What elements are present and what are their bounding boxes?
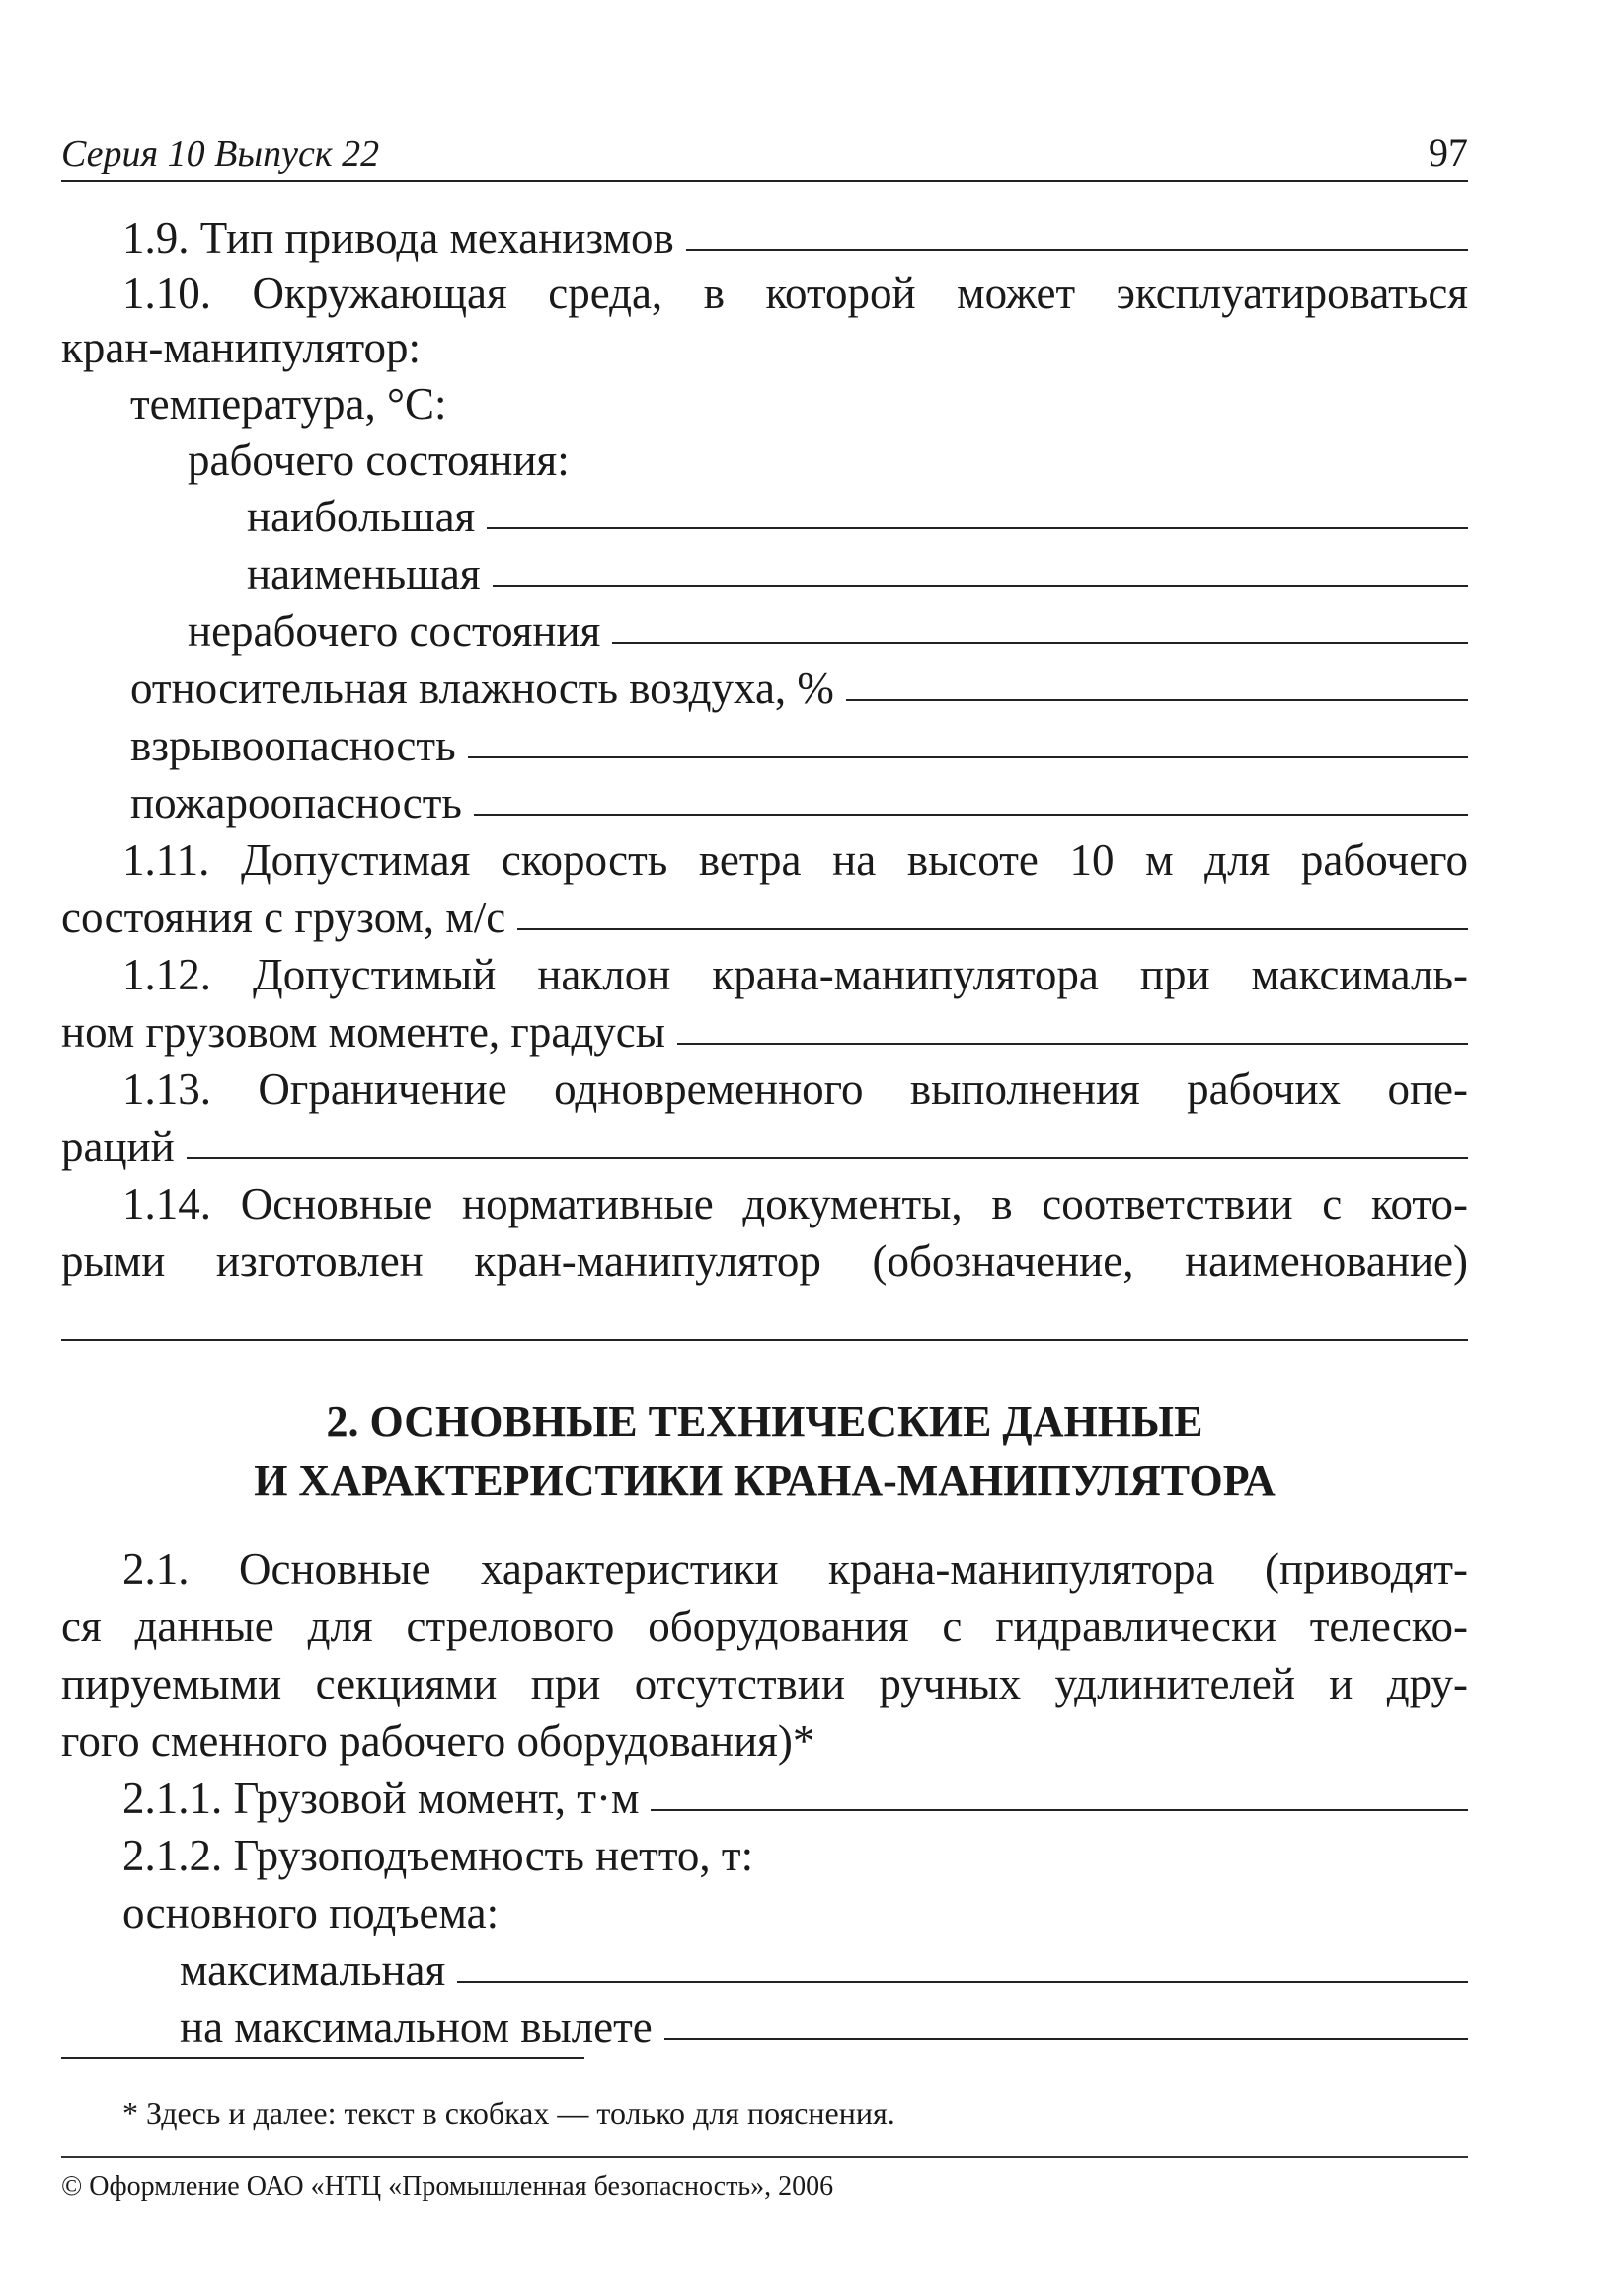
paragraph-line: 2.1. Основные характеристики крана-манипулятора (приводят- xyxy=(122,1544,1468,1594)
series-label: Серия 10 Выпуск 22 xyxy=(61,133,380,175)
blank-line xyxy=(187,1118,1468,1159)
bottom-rule xyxy=(61,2156,1468,2158)
blank-line xyxy=(493,545,1468,587)
footnote: * Здесь и далее: текст в скобках — только для пояснения. xyxy=(122,2095,895,2131)
blank-line xyxy=(517,889,1468,930)
section-heading: 2. ОСНОВНЫЕ ТЕХНИЧЕСКИЕ ДАННЫЕ И ХАРАКТЕРИСТИКИ КРАНА-МАНИПУЛЯТОРА xyxy=(254,1397,1276,1505)
field-humidity: относительная влажность воздуха, % xyxy=(61,660,1468,717)
blank-line xyxy=(487,488,1468,529)
field-simultaneous-ops: раций xyxy=(61,1118,1468,1175)
blank-line xyxy=(61,1339,1468,1341)
field-drive-type: 1.9. Тип привода механизмов xyxy=(61,209,1468,267)
field-nonworking-state: нерабочего состояния xyxy=(61,602,1468,660)
field-tilt: ном грузовом моменте, градусы xyxy=(61,1003,1468,1061)
label-main-lift: основного подъема: xyxy=(122,1888,500,1937)
paragraph-line: 1.12. Допустимый наклон крана-манипулятора при максималь- xyxy=(122,950,1468,999)
running-header xyxy=(61,120,1468,182)
field-temp-min: наименьшая xyxy=(61,545,1468,602)
label-working-state: рабочего состояния: xyxy=(188,435,570,485)
paragraph-line: 1.10. Окружающая среда, в которой может эксплуатироваться xyxy=(122,269,1468,318)
page-number: 97 xyxy=(1429,130,1468,175)
blank-line xyxy=(651,1770,1468,1811)
blank-line xyxy=(457,1941,1468,1983)
label-temperature: температура, °С: xyxy=(130,379,447,429)
field-wind-speed: состояния с грузом, м/с xyxy=(61,889,1468,946)
paragraph-line: кран-манипулятор: xyxy=(61,323,422,372)
field-fire-hazard: пожароопасность xyxy=(61,774,1468,831)
paragraph-line: 1.11. Допустимая скорость ветра на высоте 10 м для рабочего xyxy=(122,835,1468,885)
paragraph-line: 1.14. Основные нормативные документы, в соответствии с кото- xyxy=(122,1179,1468,1228)
paragraph-line: рыми изготовлен кран-манипулятор (обозначение, наименование) xyxy=(61,1236,1468,1286)
paragraph-line: ся данные для стрелового оборудования с гидравлически телеско- xyxy=(61,1602,1468,1651)
blank-line xyxy=(846,660,1468,701)
blank-line xyxy=(612,602,1468,644)
footnote-rule xyxy=(61,2057,584,2059)
blank-line xyxy=(474,774,1468,816)
blank-line xyxy=(677,1003,1468,1045)
blank-line xyxy=(686,209,1468,251)
copyright: © Оформление ОАО «НТЦ «Промышленная безопасность», 2006 xyxy=(61,2172,834,2202)
blank-line xyxy=(664,1999,1468,2040)
field-temp-max: наибольшая xyxy=(61,488,1468,545)
paragraph-line: 1.13. Ограничение одновременного выполнения рабочих опе- xyxy=(122,1065,1468,1114)
field-capacity-max-reach: на максимальном вылете xyxy=(61,1999,1468,2056)
field-load-moment: 2.1.1. Грузовой момент, т·м xyxy=(61,1770,1468,1827)
blank-line xyxy=(468,717,1468,758)
paragraph-line: пируемыми секциями при отсутствии ручных удлинителей и дру- xyxy=(61,1659,1468,1708)
label-net-capacity: 2.1.2. Грузоподъемность нетто, т: xyxy=(122,1831,754,1880)
field-explosion-hazard: взрывоопасность xyxy=(61,717,1468,774)
paragraph-line: гого сменного рабочего оборудования)* xyxy=(61,1716,815,1766)
field-capacity-max: максимальная xyxy=(61,1941,1468,1999)
